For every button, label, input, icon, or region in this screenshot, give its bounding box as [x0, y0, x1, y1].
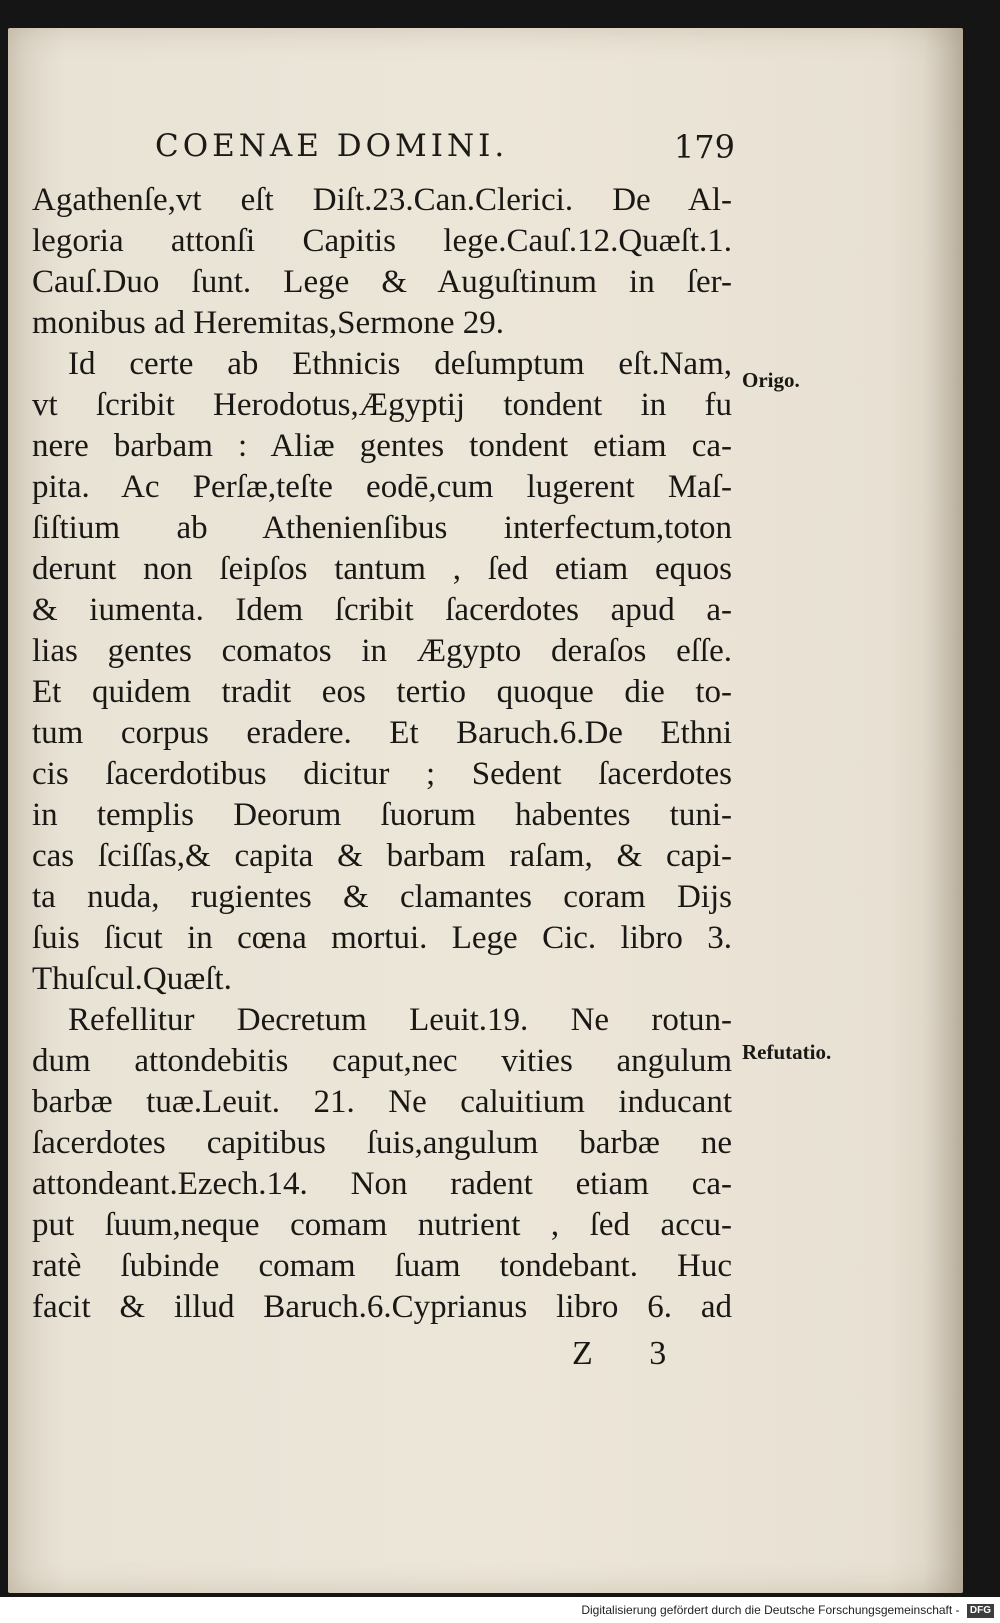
text-line: ſacerdotes capitibus ſuis,angulum barbæ ne: [32, 1125, 732, 1161]
text-line: ſiſtium ab Athenienſibus interfectum,toton: [32, 510, 732, 546]
margin-note-refutatio: Refutatio.: [742, 1040, 832, 1064]
text-line: nere barbam : Aliæ gentes tondent etiam ca-: [32, 428, 732, 464]
signature-mark: Z 3: [572, 1335, 691, 1372]
margin-note-origo: Origo.: [742, 368, 800, 392]
text-line: Id certe ab Ethnicis deſumptum eſt.Nam,: [68, 346, 732, 382]
running-head: [155, 128, 735, 168]
body-text: [32, 180, 732, 1328]
footer-strip: [0, 1597, 1000, 1623]
text-line: tum corpus eradere. Et Baruch.6.De Ethni: [32, 715, 732, 751]
text-line: ratè ſubinde comam ſuam tondebant. Huc: [32, 1248, 732, 1284]
text-line: lias gentes comatos in Ægypto deraſos eſſe.: [32, 633, 732, 669]
text-line: pita. Ac Perſæ,teſte eodē,cum lugerent Maſ-: [32, 469, 732, 505]
text-line: Refellitur Decretum Leuit.19. Ne rotun-: [68, 1002, 732, 1038]
text-line: barbæ tuæ.Leuit. 21. Ne caluitium inducant: [32, 1084, 732, 1120]
text-line: attondeant.Ezech.14. Non radent etiam ca-: [32, 1166, 732, 1202]
page-number: 179: [673, 128, 735, 166]
text-line: put ſuum,neque comam nutrient , ſed accu-: [32, 1207, 732, 1243]
text-line: ſuis ſicut in cœna mortui. Lege Cic. libro 3.: [32, 920, 732, 956]
text-line: monibus ad Heremitas,Sermone 29.: [32, 305, 504, 341]
text-line: dum attondebitis caput,nec vities angulum: [32, 1043, 732, 1079]
text-line: legoria attonſi Capitis lege.Cauſ.12.Quæſt.1.: [32, 223, 732, 259]
text-line: Thuſcul.Quæſt.: [32, 961, 232, 997]
digitization-credit: [581, 1603, 994, 1618]
running-head-title: COENAE DOMINI.: [155, 128, 509, 164]
text-line: cas ſciſſas,& capita & barbam raſam, & capi-: [32, 838, 732, 874]
text-line: Et quidem tradit eos tertio quoque die to-: [32, 674, 732, 710]
text-line: in templis Deorum ſuorum habentes tuni-: [32, 797, 732, 833]
text-line: Cauſ.Duo ſunt. Lege & Auguſtinum in ſer-: [32, 264, 732, 300]
text-line: Agathenſe,vt eſt Diſt.23.Can.Clerici. De Al-: [32, 182, 732, 218]
text-line: vt ſcribit Herodotus,Ægyptij tondent in fu: [32, 387, 732, 423]
credit-text: Digitalisierung gefördert durch die Deutsche Forschungsgemeinschaft -: [581, 1603, 960, 1618]
text-line: cis ſacerdotibus dicitur ; Sedent ſacerdotes: [32, 756, 732, 792]
text-line: ta nuda, rugientes & clamantes coram Dijs: [32, 879, 732, 915]
text-line: derunt non ſeipſos tantum , ſed etiam equos: [32, 551, 732, 587]
text-line: facit & illud Baruch.6.Cyprianus libro 6. ad: [32, 1289, 732, 1325]
dfg-logo: DFG: [967, 1604, 994, 1618]
text-line: & iumenta. Idem ſcribit ſacerdotes apud a-: [32, 592, 732, 628]
